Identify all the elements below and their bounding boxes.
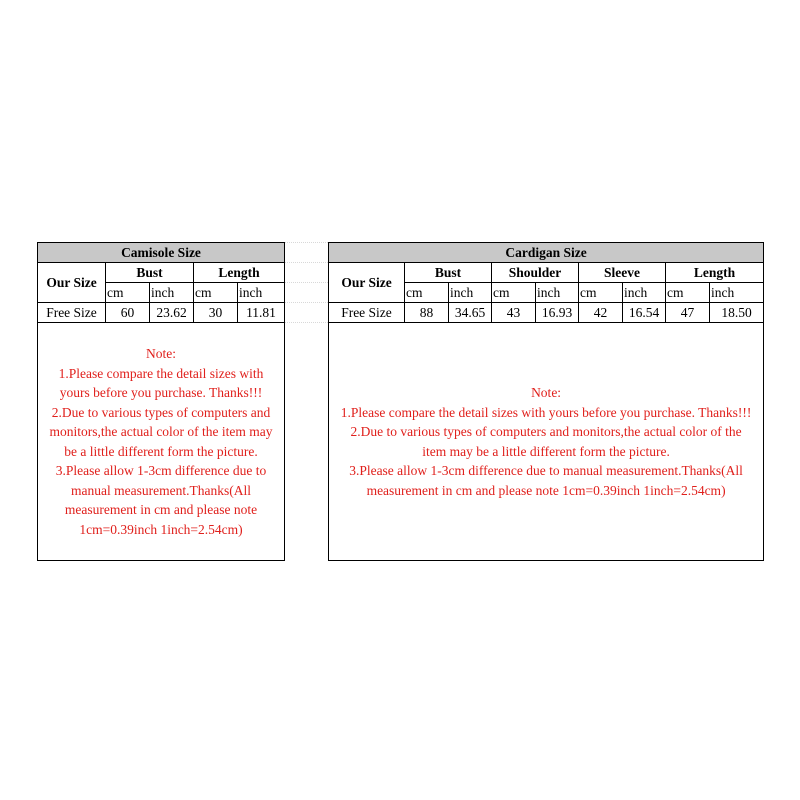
camisole-bust-header: Bust — [106, 263, 194, 283]
cardigan-size-table — [328, 242, 764, 561]
cardigan-length-header: Length — [666, 263, 764, 283]
camisole-our-size-header: Our Size — [38, 263, 106, 303]
camisole-note-line1: 1.Please compare the detail sizes with yours before you purchase. Thanks!!! — [58, 365, 264, 400]
cardigan-bust-cm: 88 — [405, 303, 449, 323]
camisole-length-inch-unit: inch — [238, 283, 285, 303]
camisole-length-header: Length — [194, 263, 285, 283]
cardigan-length-inch: 18.50 — [710, 303, 764, 323]
camisole-length-inch: 11.81 — [238, 303, 285, 323]
camisole-note — [38, 323, 285, 561]
cardigan-sleeve-cm: 42 — [579, 303, 623, 323]
cardigan-bust-inch: 34.65 — [449, 303, 492, 323]
cardigan-shoulder-header: Shoulder — [492, 263, 579, 283]
camisole-note-heading: Note: — [146, 346, 176, 361]
cardigan-note — [329, 323, 764, 561]
cardigan-shoulder-cm: 43 — [492, 303, 536, 323]
camisole-size-table — [37, 242, 285, 561]
cardigan-sleeve-inch-unit: inch — [623, 283, 666, 303]
cardigan-length-cm: 47 — [666, 303, 710, 323]
cardigan-size-label: Free Size — [329, 303, 405, 323]
cardigan-sleeve-inch: 16.54 — [623, 303, 666, 323]
cardigan-note-heading: Note: — [531, 385, 562, 400]
spreadsheet-gridlines — [284, 242, 328, 321]
cardigan-note-line1: 1.Please compare the detail sizes with yours before you purchase. Thanks!!! — [340, 404, 752, 420]
cardigan-shoulder-cm-unit: cm — [492, 283, 536, 303]
camisole-size-label: Free Size — [38, 303, 106, 323]
cardigan-note-line2: 2.Due to various types of computers and monitors,the actual color of the item may be a little different form the picture. — [350, 424, 742, 459]
cardigan-shoulder-inch: 16.93 — [536, 303, 579, 323]
camisole-title: Camisole Size — [38, 243, 285, 263]
cardigan-bust-header: Bust — [405, 263, 492, 283]
cardigan-bust-cm-unit: cm — [405, 283, 449, 303]
camisole-bust-cm: 60 — [106, 303, 150, 323]
cardigan-length-inch-unit: inch — [710, 283, 764, 303]
camisole-length-cm: 30 — [194, 303, 238, 323]
cardigan-our-size-header: Our Size — [329, 263, 405, 303]
camisole-note-line3: 3.Please allow 1-3cm difference due to manual measurement.Thanks(All measurement in cm and please note 1cm=0.39inch 1inch=2.54cm) — [55, 463, 267, 537]
cardigan-note-line3: 3.Please allow 1-3cm difference due to manual measurement.Thanks(All measurement in cm and please note 1cm=0.39inch 1inch=2.54cm) — [349, 463, 743, 498]
camisole-note-line2: 2.Due to various types of computers and monitors,the actual color of the item may be a little different form the picture. — [49, 404, 273, 459]
camisole-bust-inch: 23.62 — [150, 303, 194, 323]
cardigan-length-cm-unit: cm — [666, 283, 710, 303]
cardigan-shoulder-inch-unit: inch — [536, 283, 579, 303]
cardigan-sleeve-cm-unit: cm — [579, 283, 623, 303]
camisole-bust-cm-unit: cm — [106, 283, 150, 303]
camisole-bust-inch-unit: inch — [150, 283, 194, 303]
cardigan-bust-inch-unit: inch — [449, 283, 492, 303]
camisole-length-cm-unit: cm — [194, 283, 238, 303]
cardigan-title: Cardigan Size — [329, 243, 764, 263]
cardigan-sleeve-header: Sleeve — [579, 263, 666, 283]
